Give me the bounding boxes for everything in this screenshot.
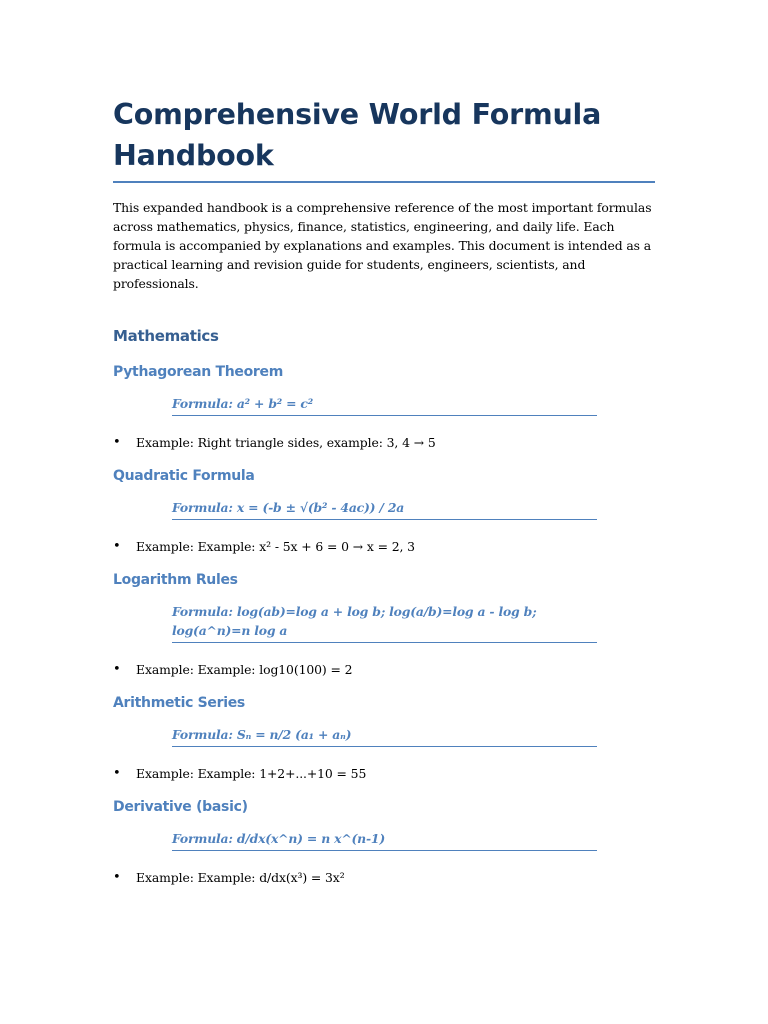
- bullet-icon: •: [113, 662, 121, 677]
- formula-heading: Pythagorean Theorem: [113, 364, 283, 380]
- bullet-icon: •: [113, 539, 121, 554]
- section-heading-mathematics: Mathematics: [113, 327, 219, 345]
- example-list-item: [113, 764, 655, 783]
- bullet-icon: •: [113, 870, 121, 885]
- formula-heading: Arithmetic Series: [113, 695, 245, 711]
- example-text: Example: Example: 1+2+...+10 = 55: [136, 766, 367, 781]
- bullet-icon: •: [113, 435, 121, 450]
- formula-block: Formula: log(ab)=log a + log b; log(a/b)=log a - log b; log(a^n)=n log a: [172, 602, 597, 643]
- example-text: Example: Example: log10(100) = 2: [136, 662, 353, 677]
- bullet-icon: •: [113, 766, 121, 781]
- example-text: Example: Example: d/dx(x³) = 3x²: [136, 870, 345, 885]
- example-list-item: [113, 537, 655, 556]
- example-text: Example: Right triangle sides, example: 3, 4 → 5: [136, 435, 436, 450]
- example-list-item: [113, 433, 655, 452]
- example-text: Example: Example: x² - 5x + 6 = 0 → x = 2, 3: [136, 539, 415, 554]
- document-content: [113, 94, 655, 887]
- formula-block: Formula: Sₙ = n/2 (a₁ + aₙ): [172, 725, 597, 747]
- formula-block: Formula: a² + b² = c²: [172, 394, 597, 416]
- intro-paragraph: This expanded handbook is a comprehensive reference of the most important formulas across mathematics, physics, finance, statistics, engineering, and daily life. Each formula is accompanied by explanations and examples. This document is intended as a practical learning and revision guide for students, engineers, scientists, and professionals.: [113, 200, 652, 291]
- formula-heading: Derivative (basic): [113, 799, 248, 815]
- formula-heading: Logarithm Rules: [113, 572, 238, 588]
- formula-block: Formula: d/dx(x^n) = n x^(n-1): [172, 829, 597, 851]
- formula-heading: Quadratic Formula: [113, 468, 255, 484]
- example-list-item: [113, 868, 655, 887]
- example-list-item: [113, 660, 655, 679]
- document-title: Comprehensive World Formula Handbook: [113, 94, 655, 183]
- formula-block: Formula: x = (-b ± √(b² - 4ac)) / 2a: [172, 498, 597, 520]
